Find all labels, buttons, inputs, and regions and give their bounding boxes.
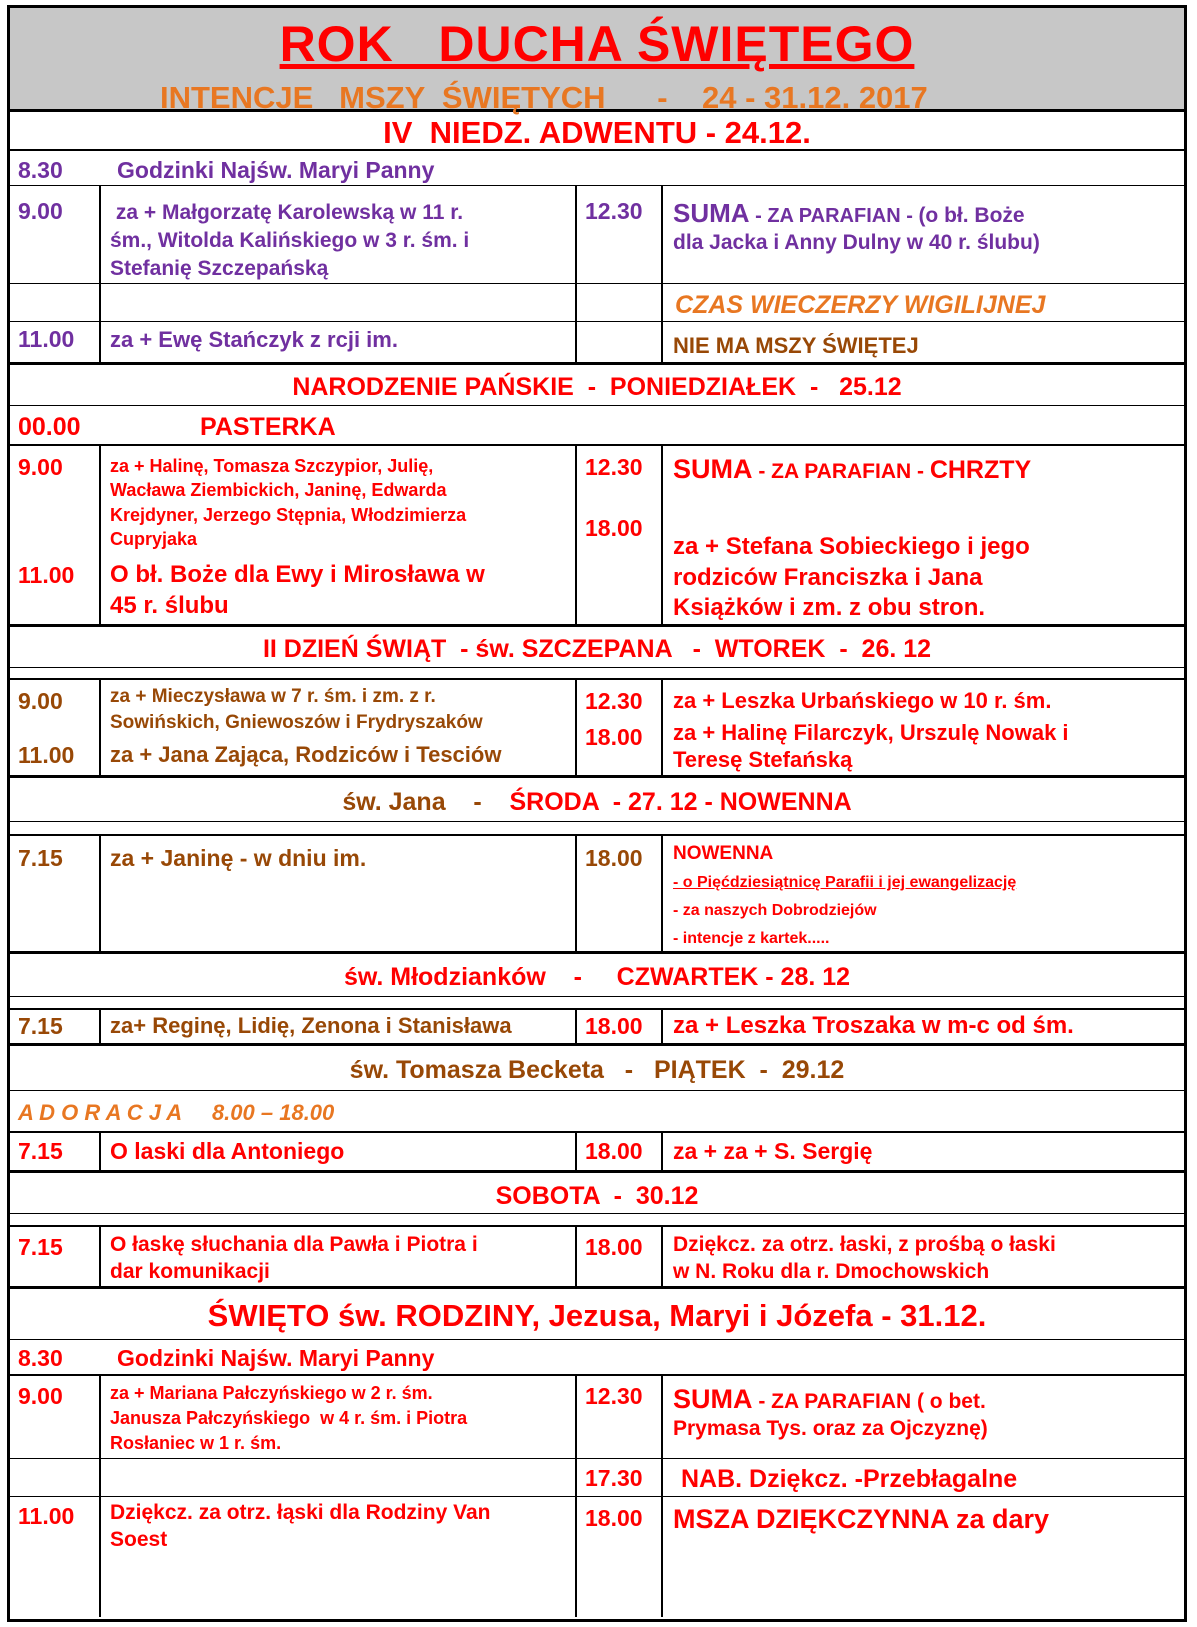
- mass-time: 18.00: [585, 1234, 643, 1260]
- divider: [10, 1213, 1184, 1214]
- mass-time: 8.30: [18, 1345, 63, 1371]
- intention-text: Janusza Pałczyńskiego w 4 r. śm. i Piotra: [110, 1408, 468, 1428]
- divider: [10, 1043, 1184, 1046]
- intention-text: za + za + S. Sergię: [673, 1138, 873, 1164]
- divider: [10, 667, 1184, 668]
- divider: [10, 283, 1184, 284]
- intention-text: za + Halinę, Tomasza Szczypior, Julię,: [110, 456, 434, 476]
- mass-time: 18.00: [585, 1138, 643, 1164]
- intention-text: za + Mieczysława w 7 r. śm. i zm. z r.: [110, 686, 436, 707]
- divider: [10, 1286, 1184, 1289]
- intention-text: Dziękcz. za otrz. łąski dla Rodziny Van: [110, 1501, 491, 1524]
- day-heading: IV NIEDZ. ADWENTU - 24.12.: [383, 115, 811, 150]
- day-heading: NARODZENIE PAŃSKIE - PONIEDZIAŁEK - 25.12: [292, 373, 902, 401]
- intention-text: NAB. Dziękcz. -Przebłagalne: [681, 1465, 1018, 1493]
- day-heading-date: ŚRODA - 27. 12 - NOWENNA: [509, 788, 852, 816]
- suma-parafian: - ZA PARAFIAN ( o bet.: [752, 1390, 986, 1413]
- intention-text: [673, 198, 1025, 229]
- column-divider: [661, 1225, 663, 1286]
- mass-time: 7.15: [18, 1013, 63, 1039]
- mass-time: 11.00: [18, 562, 75, 588]
- intention-text: śm., Witolda Kalińskiego w 3 r. śm. i: [110, 229, 470, 252]
- day-heading-date: CZWARTEK - 28. 12: [616, 963, 851, 991]
- column-divider: [661, 1374, 663, 1617]
- day-heading-saint: św. Młodzianków -: [343, 963, 617, 991]
- suma-parafian: - ZA PARAFIAN -: [749, 205, 919, 227]
- day-heading: [10, 1055, 1184, 1085]
- intention-text: za + Halinę Filarczyk, Urszulę Nowak i: [673, 720, 1069, 745]
- day-heading-saint: św. Tomasza Becketa -: [349, 1056, 654, 1084]
- intention-text: 45 r. ślubu: [110, 592, 229, 619]
- divider: [10, 1131, 1184, 1133]
- intention-text: za + Leszka Troszaka w m-c od śm.: [673, 1012, 1074, 1039]
- column-divider: [99, 1008, 101, 1043]
- novena-item: - za naszych Dobrodziejów: [673, 902, 877, 919]
- novena-item: - o Pięćdziesiątnicę Parafii i jej ewangelizację: [673, 874, 1017, 891]
- intention-text: dla Jacka i Anny Dulny w 40 r. ślubu): [673, 231, 1040, 254]
- column-divider: [575, 1225, 577, 1286]
- divider: [10, 444, 1184, 446]
- day-heading: ŚWIĘTO św. RODZINY, Jezusa, Maryi i Józefa - 31.12.: [207, 1298, 987, 1333]
- novena-item: - intencje z kartek.....: [673, 930, 830, 947]
- column-divider: [575, 444, 577, 624]
- day-heading: [10, 962, 1184, 992]
- mass-time: 9.00: [18, 198, 63, 224]
- column-divider: [575, 834, 577, 951]
- divider: [10, 1339, 1184, 1340]
- suma-parafian: - ZA PARAFIAN -: [752, 460, 930, 483]
- godzinki-label: Godzinki Najśw. Maryi Panny: [117, 1345, 435, 1371]
- column-divider: [575, 678, 577, 775]
- mass-time: 9.00: [18, 1383, 63, 1409]
- day-heading: SOBOTA - 30.12: [495, 1182, 699, 1210]
- intention-text: [673, 453, 1031, 485]
- divider: [10, 1225, 1184, 1227]
- intention-text: za + Małgorzatę Karolewską w 11 r.: [110, 201, 464, 224]
- suma-label: SUMA: [673, 198, 750, 228]
- divider: [10, 1170, 1184, 1173]
- suma-extra: CHRZTY: [929, 456, 1032, 484]
- intention-text: w N. Roku dla r. Dmochowskich: [673, 1260, 990, 1283]
- divider: [10, 951, 1184, 954]
- day-heading: [10, 787, 1184, 817]
- divider: [10, 405, 1184, 406]
- intention-text: za + Jana Zająca, Rodziców i Tesciów: [110, 742, 502, 767]
- divider: [10, 678, 1184, 680]
- no-mass-note: NIE MA MSZY ŚWIĘTEJ: [673, 333, 919, 358]
- intention-text: O bł. Boże dla Ewy i Mirosława w: [110, 561, 485, 588]
- column-divider: [575, 185, 577, 362]
- day-heading: II DZIEŃ ŚWIĄT - św. SZCZEPANA - WTOREK - 26. 12: [262, 635, 932, 663]
- intention-text: dar komunikacji: [110, 1260, 270, 1283]
- suma-label: SUMA: [673, 454, 753, 484]
- divider: [10, 1458, 1184, 1459]
- intention-text: Dziękcz. za otrz. łaski, z prośbą o łaski: [673, 1233, 1056, 1256]
- column-divider: [661, 444, 663, 624]
- divider: [10, 775, 1184, 778]
- intention-text: Prymasa Tys. oraz za Ojczyznę): [673, 1417, 988, 1440]
- divider: [10, 1496, 1184, 1497]
- column-divider: [661, 185, 663, 362]
- mass-time: 12.30: [585, 1383, 643, 1409]
- page-subtitle: INTENCJE MSZY ŚWIĘTYCH - 24 - 31.12. 2017: [160, 80, 928, 115]
- intention-text: za+ Reginę, Lidię, Zenona i Stanisława: [110, 1013, 512, 1038]
- mass-time: 18.00: [585, 845, 643, 871]
- mass-time: 00.00: [18, 413, 81, 441]
- mass-time: 7.15: [18, 1138, 63, 1164]
- suma-label: SUMA: [673, 1384, 753, 1414]
- divider: [10, 996, 1184, 997]
- page-title: ROK DUCHA ŚWIĘTEGO: [279, 16, 915, 72]
- wigilia-note: CZAS WIECZERZY WIGILIJNEJ: [675, 291, 1046, 319]
- adoration-note: A D O R A C J A 8.00 – 18.00: [18, 1100, 335, 1125]
- intention-text: O laski dla Antoniego: [110, 1138, 345, 1164]
- mass-time: 8.30: [18, 157, 63, 183]
- mass-time: 12.30: [585, 688, 643, 714]
- intention-text: za + Mariana Pałczyńskiego w 2 r. śm.: [110, 1383, 433, 1403]
- intention-text: rodziców Franciszka i Jana: [673, 564, 983, 591]
- intention-text: Teresę Stefańską: [673, 747, 853, 772]
- divider: [10, 1090, 1184, 1091]
- divider: [10, 1008, 1184, 1010]
- intention-text: Książków i zm. z obu stron.: [673, 594, 986, 621]
- mass-time: 18.00: [585, 724, 643, 750]
- intention-text: Stefanię Szczepańską: [110, 257, 329, 280]
- intention-text: Wacława Ziembickich, Janinę, Edwarda: [110, 480, 447, 500]
- column-divider: [661, 1131, 663, 1170]
- mass-time: 18.00: [585, 1013, 643, 1039]
- mass-time: 9.00: [18, 454, 63, 480]
- intention-text: MSZA DZIĘKCZYNNA za dary: [673, 1504, 1050, 1534]
- intention-text: Krejdyner, Jerzego Stępnia, Włodzimierza: [110, 505, 467, 525]
- column-divider: [575, 1008, 577, 1043]
- mass-time: 11.00: [18, 326, 75, 352]
- divider: [10, 185, 1184, 186]
- column-divider: [575, 1131, 577, 1170]
- divider: [10, 321, 1184, 322]
- column-divider: [575, 1374, 577, 1617]
- godzinki-label: Godzinki Najśw. Maryi Panny: [117, 157, 435, 183]
- intention-text: [673, 1383, 986, 1415]
- column-divider: [99, 185, 101, 362]
- mass-time: 7.15: [18, 1234, 63, 1260]
- intention-text: Soest: [110, 1528, 168, 1551]
- page-header: [10, 8, 1184, 115]
- column-divider: [99, 1225, 101, 1286]
- intention-text: Sowińskich, Gniewoszów i Frydryszaków: [110, 712, 483, 733]
- mass-time: 11.00: [18, 742, 75, 768]
- day-heading-date: PIĄTEK - 29.12: [653, 1056, 845, 1084]
- mass-time: 12.30: [585, 198, 643, 224]
- mass-time: 18.00: [585, 1505, 643, 1531]
- day-heading-saint: św. Jana -: [342, 788, 510, 816]
- divider: [10, 362, 1184, 365]
- intention-text: Cupryjaka: [110, 529, 198, 549]
- column-divider: [99, 1131, 101, 1170]
- mass-time: 11.00: [18, 1503, 75, 1529]
- pasterka-label: PASTERKA: [200, 413, 336, 441]
- divider: [10, 821, 1184, 822]
- column-divider: [99, 444, 101, 624]
- mass-time: 9.00: [18, 688, 63, 714]
- novena-title: NOWENNA: [673, 843, 774, 864]
- column-divider: [661, 834, 663, 951]
- column-divider: [99, 834, 101, 951]
- mass-time: 18.00: [585, 515, 643, 541]
- mass-time: 17.30: [585, 1465, 643, 1491]
- divider: [10, 834, 1184, 836]
- divider: [10, 1374, 1184, 1376]
- divider: [10, 624, 1184, 627]
- column-divider: [99, 1374, 101, 1617]
- intention-text: Rosłaniec w 1 r. śm.: [110, 1433, 282, 1453]
- intention-text: O łaskę słuchania dla Pawła i Piotra i: [110, 1233, 478, 1256]
- mass-time: 7.15: [18, 845, 63, 871]
- intention-text: za + Ewę Stańczyk z rcji im.: [110, 327, 398, 352]
- column-divider: [661, 1008, 663, 1043]
- intention-text: za + Leszka Urbańskiego w 10 r. śm.: [673, 688, 1052, 713]
- mass-time: 12.30: [585, 454, 643, 480]
- intention-text: za + Stefana Sobieckiego i jego: [673, 533, 1030, 560]
- suma-extra: (o bł. Boże: [918, 204, 1025, 227]
- column-divider: [99, 678, 101, 775]
- intention-text: za + Janinę - w dniu im.: [110, 845, 367, 871]
- column-divider: [661, 678, 663, 775]
